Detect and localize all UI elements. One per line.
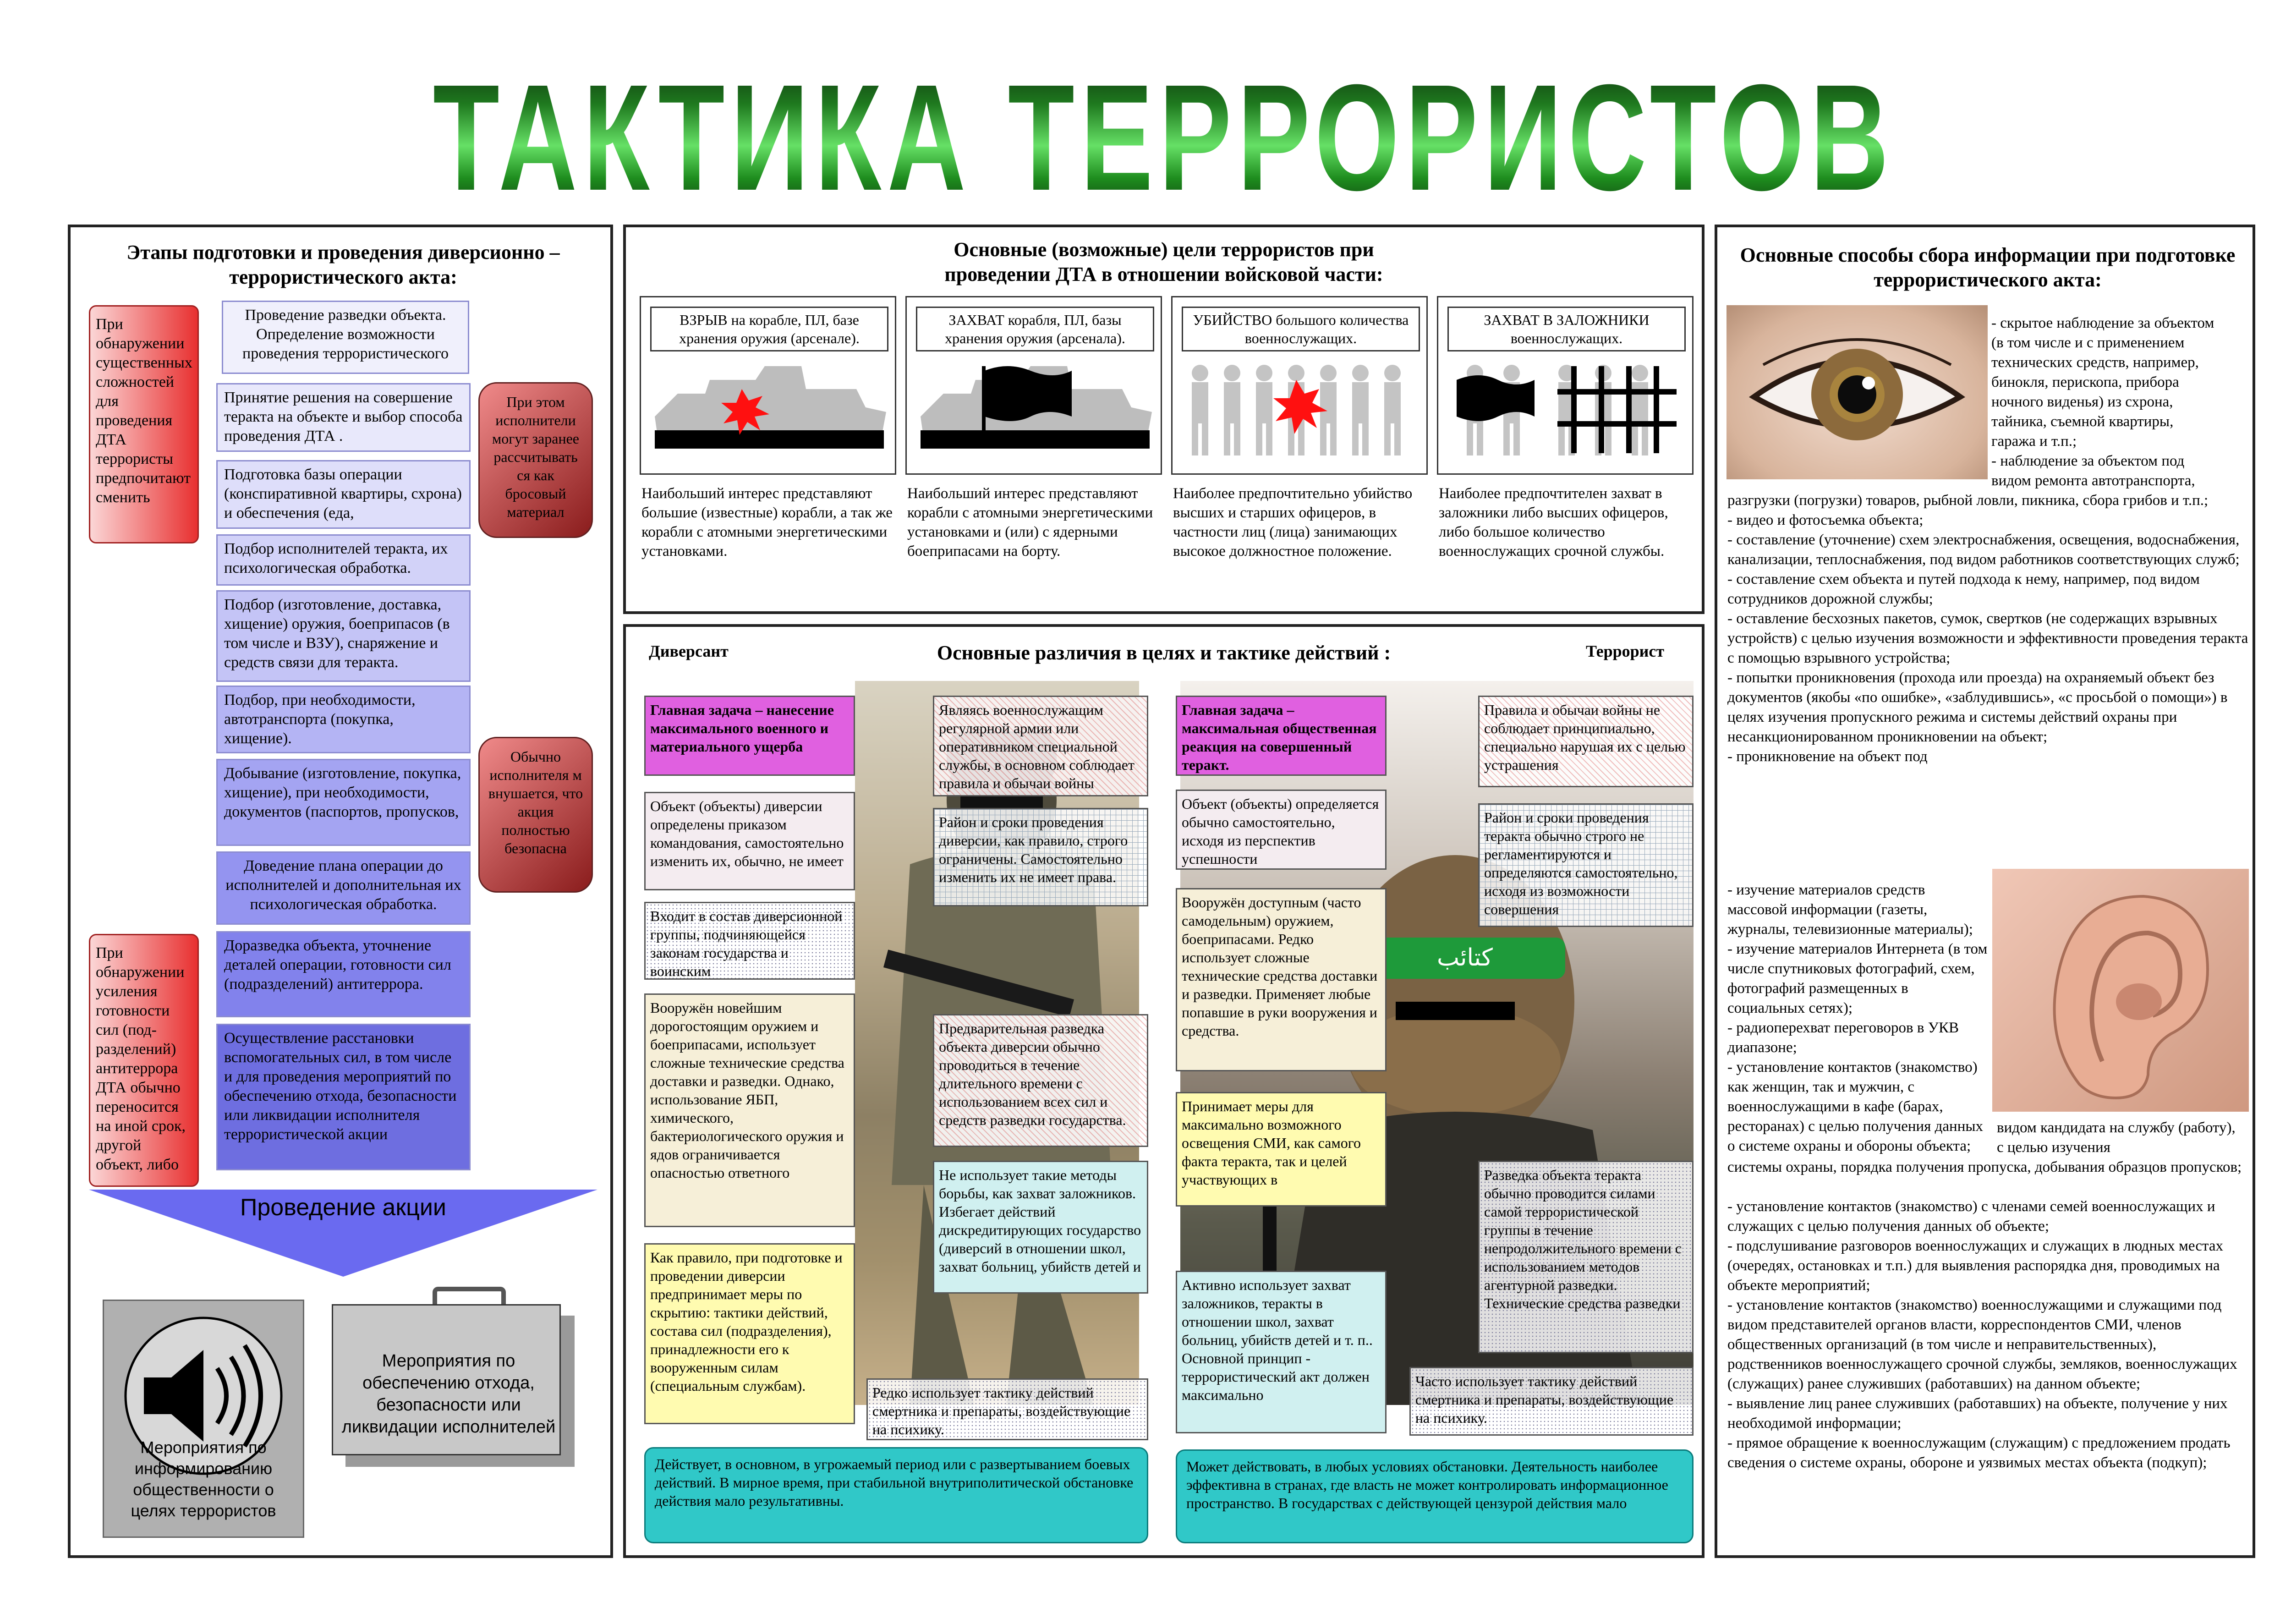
- eye-line-2: (в том числе и с применением: [1991, 335, 2185, 351]
- target-label-explosion: ВЗРЫВ на корабле, ПЛ, базе хранения оружия (арсенале).: [650, 307, 888, 351]
- info-label: Мероприятия по информированию общественности о целях террористов: [131, 1438, 276, 1520]
- diversant-main-task: Главная задача – нанесение максимального военного и материального ущерба: [644, 696, 855, 776]
- info-item: - составление схем объекта и путей подхода к нему, например, под видом сотрудников дорожной службы;: [1727, 571, 2200, 607]
- step-8: Доведение плана операции до исполнителей и дополнительная их психологическая обработка.: [216, 851, 471, 925]
- target-desc-capture-ship: Наибольший интерес представляют корабли с атомными энергетическими установками и (или) с ядерными боеприпасами на борту.: [907, 485, 1153, 560]
- eye-line-4: бинокля, перископа, прибора: [1991, 374, 2179, 390]
- step-9: Доразведка объекта, уточнение деталей операции, готовности сил (подразделений) антитеррора.: [216, 931, 471, 1017]
- info-item: системы охраны, порядка получения пропуска, добывания образцов пропусков;: [1727, 1159, 2242, 1175]
- diversant-suicide: Редко использует тактику действий смертника и препараты, воздействующие на психику.: [866, 1378, 1148, 1440]
- terrorist-hostages: Активно использует захват заложников, теракты в отношении школ, захват больниц, убийств детей и т. п.. Основной принцип - террористический акт должен максимально: [1176, 1271, 1387, 1433]
- terrorist-tag: Террорист: [1586, 642, 1665, 660]
- terrorist-terms: Район и сроки проведения теракта обычно строго не регламентируются и определяются самостоятельно, исходя из возможности совершения: [1478, 803, 1694, 927]
- diversant-secrecy: Как правило, при подготовке и проведении диверсии предпринимает меры по скрытию: тактики действий, состава сил (подразделения), принадлежности его к вооруженным силам (специальным службам).: [644, 1243, 855, 1424]
- info-item: - проникновение на объект под: [1727, 748, 1928, 765]
- eye-line-7: гаража и т.п.;: [1991, 433, 2077, 450]
- escape-label: Мероприятия по обеспечению отхода, безопасности или ликвидации исполнителей: [341, 1351, 556, 1437]
- step-1: Проведение разведки объекта. Определение возможности проведения террористического: [222, 301, 469, 374]
- target-murder: [1171, 296, 1428, 475]
- info-heading: Основные способы сбора информации при подготовке террористического акта:: [1740, 244, 2236, 291]
- note-bubble-expendable: При этом исполнители могут заранее рассчитывать ся как бросовый материал: [478, 382, 593, 538]
- ship-explosion-icon: [650, 362, 888, 453]
- step-10: Осуществление расстановки вспомогательных сил, в том числе и для проведения мероприятий по обеспечению отхода, безопасности или ликвидации исполнителя террориcтической акции: [216, 1024, 471, 1170]
- info-item: разгрузки (погрузки) товаров, рыбной ловли, пикника, сбора грибов и т.п.;: [1727, 492, 2209, 509]
- info-item: - оставление бесхозных пакетов, сумок, свертков (не содержащих взрывных устройств) с целью изучения возможности и эффективности проведения теракта с помощью взрывного устройства;: [1727, 610, 2248, 666]
- stages-panel: [68, 225, 613, 1558]
- scroll-note-postpone: При обнаружении усиления готовности сил (под-разделений) антитеррора ДТА обычно переносится на иной срок, другой объект, либо: [89, 934, 199, 1187]
- arrow-label: Проведение акции: [240, 1194, 446, 1221]
- diversant-military: Являясь военнослужащим регулярной армии или оперативником специальной службы, в основном соблюдает правила и обычаи войны: [933, 696, 1148, 796]
- info-item: - подслушивание разговоров военнослужащих и служащих в людных местах (очередях, остановках и т.п.) для выявления распорядка дня, проводимых на объекте мероприятий;: [1727, 1238, 2223, 1294]
- eye-icon: [1726, 305, 1988, 479]
- info-collection-panel: [1715, 225, 2255, 1558]
- info-item: [1727, 1177, 2250, 1197]
- differences-panel: [623, 624, 1705, 1558]
- target-label-hostages: ЗАХВАТ В ЗАЛОЖНИКИ военнослужащих.: [1447, 307, 1686, 351]
- ear-photo: [1992, 869, 2249, 1112]
- info-item: - прямое обращение к военнослужащим (служащим) с предложением продать сведения о системе охраны, обороне и уязвимых местах объекта (подкуп);: [1727, 1435, 2231, 1471]
- target-capture-ship: [905, 296, 1162, 475]
- people-explosion-icon: [1182, 362, 1420, 458]
- stages-heading: Этапы подготовки и проведения диверсионно – террористического акта:: [126, 241, 560, 288]
- info-text-beside-ear: [1727, 880, 1989, 1156]
- diversant-methods: Не использует такие методы борьбы, как захват заложников. Избегает действий дискредитирующих государство (диверсий в отношении школ, захват больниц, убийств детей и: [933, 1161, 1148, 1294]
- target-desc-explosion: Наибольший интерес представляют большие (известные) корабли, а так же корабли с атомными энергетическими установками.: [641, 485, 893, 560]
- info-item: - видео и фотосъемка объекта;: [1727, 512, 1924, 528]
- ear-icon: [1992, 869, 2249, 1112]
- target-hostages: [1437, 296, 1694, 475]
- info-text-beside-eye: [1991, 313, 2248, 491]
- eye-line-1: - скрытое наблюдение за объектом: [1991, 315, 2214, 331]
- goals-heading-line2: проведении ДТА в отношении войсковой части:: [944, 263, 1383, 285]
- terrorist-media: Принимает меры для максимально возможного освещения СМИ, как самого факта теракта, так и целей участвующих в: [1176, 1092, 1387, 1207]
- headband-text: كتائب: [1437, 944, 1493, 971]
- terrorist-object: Объект (объекты) определяется обычно самостоятельно, исходя из перспектив успешности: [1176, 790, 1387, 870]
- info-item: - выявление лиц ранее служивших (работавших) на объекте, получение у них необходимой информации;: [1727, 1395, 2228, 1432]
- info-item: - попытки проникновения (прохода или проезда) на охраняемый объект без документов (якобы «по ошибке», «заблудившись», «с просьбой о помощи») в целях изучения пропускного режима и системы действий охраны при несанкционированном проникновении на объект;: [1727, 669, 2228, 745]
- eye-line-5: ночного виденья) из схрона,: [1991, 394, 2173, 410]
- eye-line-8: - наблюдение за объектом под: [1991, 453, 2185, 469]
- goals-heading-line1: Основные (возможные) цели террористов при: [954, 238, 1374, 261]
- ear-item: - радиоперехват переговоров в УКВ диапазоне;: [1727, 1020, 1959, 1056]
- step-3: Подготовка базы операции (конспиративной квартиры, схрона) и обеспечения (еда,: [216, 460, 471, 529]
- terrorist-suicide: Часто использует тактику действий смертника и препараты, воздействующие на психику.: [1409, 1367, 1694, 1436]
- terrorist-rules: Правила и обычаи войны не соблюдает принципиально, специально нарушая их с целью устрашения: [1478, 696, 1694, 787]
- diversant-weapons: Вооружён новейшим дорогостоящим оружием и боеприпасами, использует сложные технические средства доставки и разведки. Однако, использование ЯБП, химического, бактериологического оружия и ядов ограничивается опасностью ответного: [644, 993, 855, 1227]
- diversant-recon: Предварительная разведка объекта диверсии обычно проводиться в течение длительного времени с использованием всех сил и средств разведки государства.: [933, 1014, 1148, 1147]
- info-block-2: [1727, 1158, 2250, 1473]
- eye-line-3: технических средств, например,: [1991, 354, 2199, 371]
- diff-heading: Основные различия в целях и тактике действий :: [937, 642, 1391, 664]
- eye-photo: [1726, 305, 1988, 479]
- poster-title: ТАКТИКА ТЕРРОРИСТОВ: [372, 55, 1956, 220]
- terrorist-recon: Разведка объекта теракта обычно проводится силами самой террористической группы в течение непродолжительного времени с использованием методов агентурной разведки. Технические средства разведки: [1478, 1161, 1694, 1353]
- ear-item: - изучение материалов средств массовой информации (газеты, журналы, телевизионные материалы);: [1727, 882, 1973, 938]
- info-item: - установление контактов (знакомство) с членами семей военнослужащих и служащих с целью получения данных об объекте;: [1727, 1198, 2215, 1234]
- note-bubble-safe: Обычно исполнителя м внушается, что акция полностью безопасна: [478, 737, 593, 893]
- scroll-note-change-target: При обнаружении существенных сложностей для проведения ДТА террористы предпочитают сменить: [89, 305, 199, 543]
- ship-flag-icon: [916, 362, 1154, 453]
- step-7: Добывание (изготовление, покупка, хищение), при необходимости, документов (паспортов, пропусков,: [216, 759, 471, 846]
- step-4: Подбор исполнителей теракта, их психологическая обработка.: [216, 534, 471, 586]
- step-2: Принятие решения на совершение теракта на объекте и выбор способа проведения ДТА .: [216, 383, 471, 452]
- target-desc-hostages: Наиболее предпочтителен захват в заложники либо высших офицеров, либо большое количество военнослужащих срочной службы.: [1439, 485, 1668, 560]
- eye-line-6: тайника, съемной квартиры,: [1991, 413, 2174, 430]
- info-item: - составление (уточнение) схем электроснабжения, освещения, водоснабжения, канализации, теплоснабжения, под видом работников соответствующих служб;: [1727, 532, 2240, 568]
- terrorist-main-task: Главная задача – максимальная общественная реакция на совершенный теракт.: [1176, 696, 1387, 776]
- terrorist-environment: Может действовать, в любых условиях обстановки. Деятельность наиболее эффективна в странах, где власть не может контролировать информационное пространство. В государствах с действующей цензурой действия мало: [1176, 1449, 1694, 1543]
- goals-panel: [623, 225, 1705, 614]
- terrorist-weapons: Вооружён доступным (часто самодельным) оружием, боеприпасами. Редко использует сложные технические средства доставки и разведки. Применяет любые попавшие в руки вооружения и средства.: [1176, 888, 1387, 1071]
- diversant-environment: Действует, в основном, в угрожаемый период или с развертыванием боевых действий. В мирное время, при стабильной внутриполитической обстановке действия мало результативны.: [644, 1447, 1148, 1543]
- target-label-murder: УБИЙСТВО большого количества военнослужащих.: [1182, 307, 1420, 351]
- step-6: Подбор, при необходимости, автотранспорта (покупка, хищение).: [216, 686, 471, 753]
- ear-item: - установление контактов (знакомство) как женщин, так и мужчин, с военнослужащими в кафе (барах, ресторанах) с целью получения данных о системе охраны и обороны объекта;: [1727, 1059, 1984, 1154]
- target-label-capture-ship: ЗАХВАТ корабля, ПЛ, базы хранения оружия (арсенала).: [916, 307, 1154, 351]
- step-5: Подбор (изготовление, доставка, хищение) оружия, боеприпасов (в том числе и ВЗУ), снаряжение и средств связи для теракта.: [216, 590, 471, 682]
- diversant-terms: Район и сроки проведения диверсии, как правило, строго ограничены. Самостоятельно изменить их не имеет права.: [933, 808, 1148, 906]
- hostage-bars-icon: [1447, 362, 1686, 458]
- info-block-1: [1727, 491, 2250, 767]
- target-desc-murder: Наиболее предпочтительно убийство высших и старших офицеров, в частности лиц (лица) занимающих высокое должностное положение.: [1173, 485, 1413, 560]
- ear-item: - изучение материалов Интернета (в том числе спутниковых фотографий, схем, фотографий размещенных в социальных сетях);: [1727, 941, 1988, 1016]
- target-explosion: [640, 296, 896, 475]
- diversant-object: Объект (объекты) диверсии определены приказом командования, самостоятельно изменить их, обычно, не имеет: [644, 792, 855, 890]
- diversant-group: Входит в состав диверсионной группы, подчиняющейся законам государства и воинским: [644, 902, 855, 980]
- eye-line-9: видом ремонта автотранспорта,: [1991, 472, 2195, 489]
- info-item: - установление контактов (знакомство) военнослужащими и служащими под видом представителей органов власти, корреспондентов СМИ, членов общественных организаций (в том числе и неправительственных), родственников военнослужащего срочной службы, земляков, военнослужащих (служащих) ранее служивших (работавших) на данном объекте;: [1727, 1297, 2237, 1392]
- diversant-tag: Диверсант: [649, 642, 729, 660]
- info-under-ear: видом кандидата на службу (работу), с целью изучения: [1997, 1119, 2236, 1156]
